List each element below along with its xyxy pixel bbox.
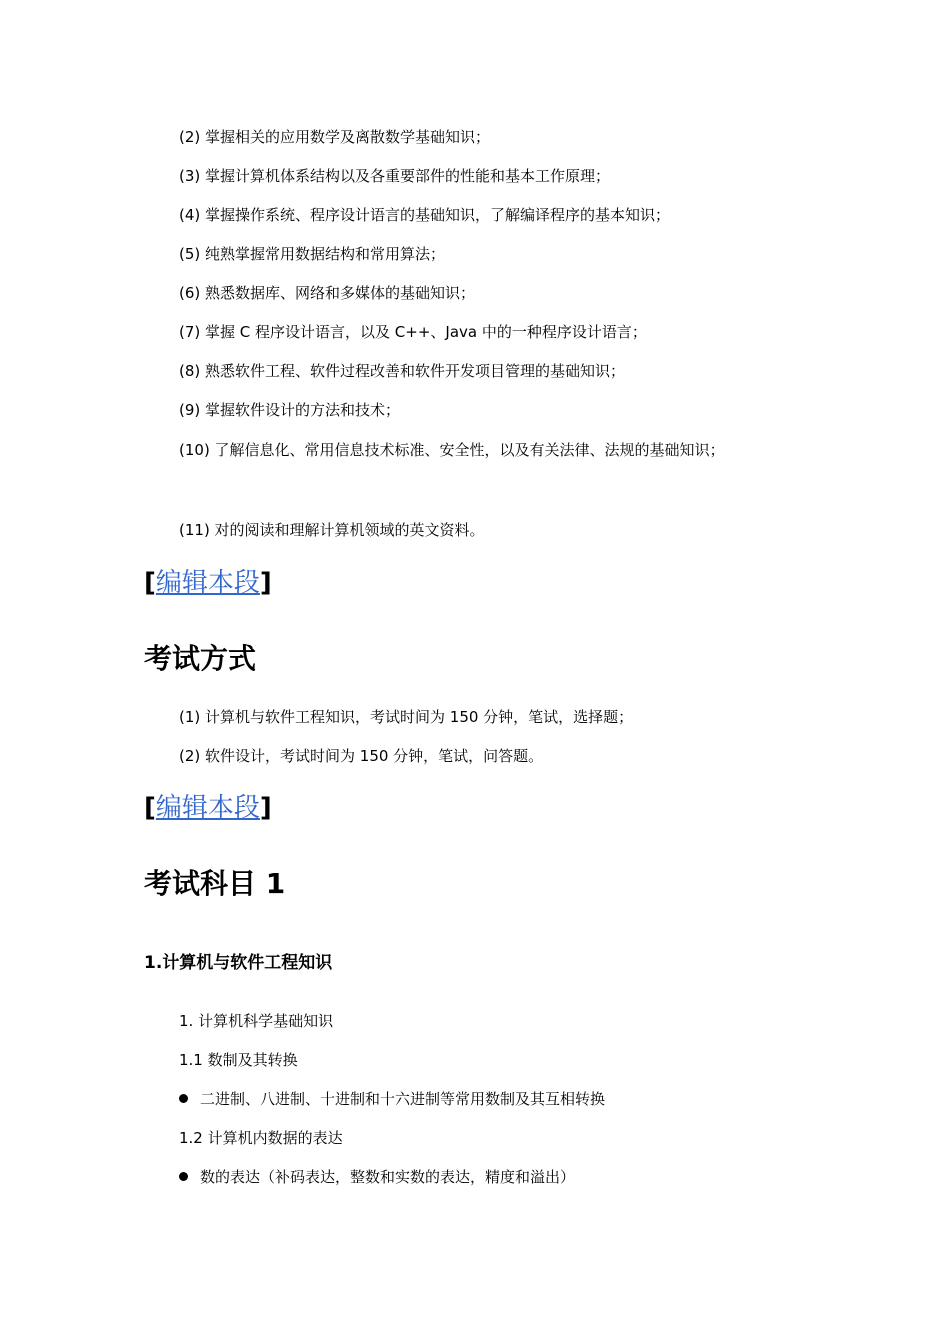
- requirement-item: (6) 熟悉数据库、网络和多媒体的基础知识；: [179, 284, 476, 302]
- edit-section-link-2: [编辑本段]: [144, 793, 272, 823]
- bullet-dot-icon: [179, 1094, 188, 1103]
- requirement-item: (11) 对的阅读和理解计算机领域的英文资料。: [179, 521, 485, 539]
- bullet-dot-icon: [179, 1172, 188, 1181]
- edit-section-link[interactable]: 编辑本段: [155, 793, 260, 823]
- edit-section-link[interactable]: 编辑本段: [155, 568, 260, 598]
- bullet-item: 二进制、八进制、十进制和十六进制等常用数制及其互相转换: [179, 1089, 605, 1109]
- requirement-item: (10) 了解信息化、常用信息技术标准、安全性，以及有关法律、法规的基础知识；: [179, 441, 725, 459]
- edit-section-link-1: [编辑本段]: [144, 568, 272, 598]
- section-heading-exam-method: 考试方式: [144, 642, 257, 675]
- outline-item: 1.2 计算机内数据的表达: [179, 1129, 343, 1147]
- subsection-heading: 1.计算机与软件工程知识: [144, 953, 333, 973]
- requirement-item: (4) 掌握操作系统、程序设计语言的基础知识，了解编译程序的基本知识；: [179, 206, 671, 224]
- requirement-item: (5) 纯熟掌握常用数据结构和常用算法；: [179, 245, 446, 263]
- exam-method-item: (2) 软件设计，考试时间为 150 分钟，笔试，问答题。: [179, 747, 544, 765]
- outline-item: 1.1 数制及其转换: [179, 1051, 298, 1069]
- outline-item: 1. 计算机科学基础知识: [179, 1012, 334, 1030]
- requirement-item: (3) 掌握计算机体系结构以及各重要部件的性能和基本工作原理；: [179, 167, 611, 185]
- section-heading-exam-subject: 考试科目 1: [144, 867, 286, 900]
- requirement-item: (9) 掌握软件设计的方法和技术；: [179, 401, 401, 419]
- requirement-item: (2) 掌握相关的应用数学及离散数学基础知识；: [179, 128, 491, 146]
- exam-method-item: (1) 计算机与软件工程知识，考试时间为 150 分钟，笔试，选择题；: [179, 708, 634, 726]
- requirement-item: (7) 掌握 C 程序设计语言，以及 C++、Java 中的一种程序设计语言；: [179, 323, 647, 341]
- bullet-item: 数的表达（补码表达，整数和实数的表达，精度和溢出）: [179, 1167, 575, 1187]
- requirement-item: (8) 熟悉软件工程、软件过程改善和软件开发项目管理的基础知识；: [179, 362, 626, 380]
